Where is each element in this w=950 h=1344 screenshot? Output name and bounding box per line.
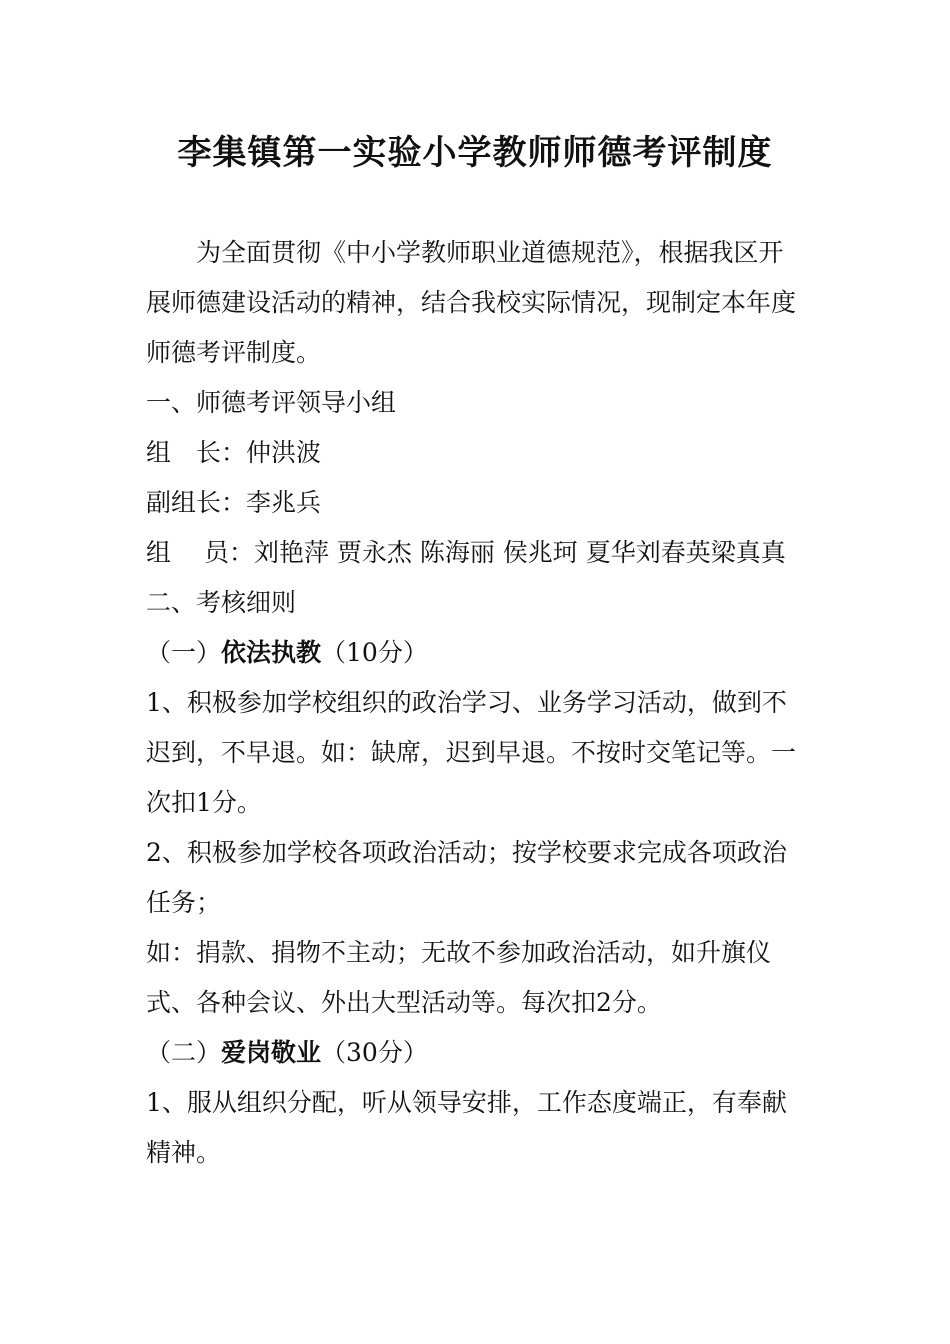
subsection-1-title: 依法执教 <box>221 638 322 667</box>
subsection-2-title: 爱岗敬业 <box>221 1038 322 1067</box>
subsection-1-open: （一） <box>146 638 222 667</box>
section-heading-leadership: 一、师德考评领导小组 <box>146 388 397 417</box>
section-heading-assessment: 二、考核细则 <box>146 588 297 617</box>
rule-item-1-1: 1、积极参加学校组织的政治学习、业务学习活动，做到不迟到，不早退。如：缺席，迟到早退。不按时交笔记等。一次扣1分。 <box>146 688 797 817</box>
deputy-name: 李兆兵 <box>246 488 322 517</box>
subsection-1-score: （10分） <box>321 638 428 667</box>
leader-label: 组 长： <box>146 438 247 467</box>
document-body <box>146 228 808 1178</box>
document-title: 李集镇第一实验小学教师师德考评制度 <box>177 133 773 173</box>
rule-item-1-2-example: 如：捐款、捐物不主动；无故不参加政治活动，如升旗仪式、各种会议、外出大型活动等。每次扣2分。 <box>146 938 772 1017</box>
members-names: 刘艳萍 贾永杰 陈海丽 侯兆珂 夏华刘春英梁真真 <box>253 538 786 567</box>
subsection-heading-1 <box>146 628 808 678</box>
rule-item-2-1: 1、服从组织分配，听从领导安排，工作态度端正，有奉献精神。 <box>146 1088 787 1167</box>
leader-line <box>146 428 808 478</box>
subsection-2-open: （二） <box>146 1038 222 1067</box>
intro-paragraph: 为全面贯彻《中小学教师职业道德规范》，根据我区开展师德建设活动的精神，结合我校实际情况，现制定本年度师德考评制度。 <box>146 238 797 367</box>
deputy-label: 副组长： <box>146 488 247 517</box>
rule-item-1-2: 2、积极参加学校各项政治活动；按学校要求完成各项政治任务； <box>146 838 787 917</box>
subsection-2-score: （30分） <box>321 1038 428 1067</box>
leader-name: 仲洪波 <box>246 438 322 467</box>
members-label: 组 员： <box>146 538 254 567</box>
deputy-line <box>146 478 808 528</box>
subsection-heading-2 <box>146 1028 808 1078</box>
members-line <box>146 528 808 578</box>
